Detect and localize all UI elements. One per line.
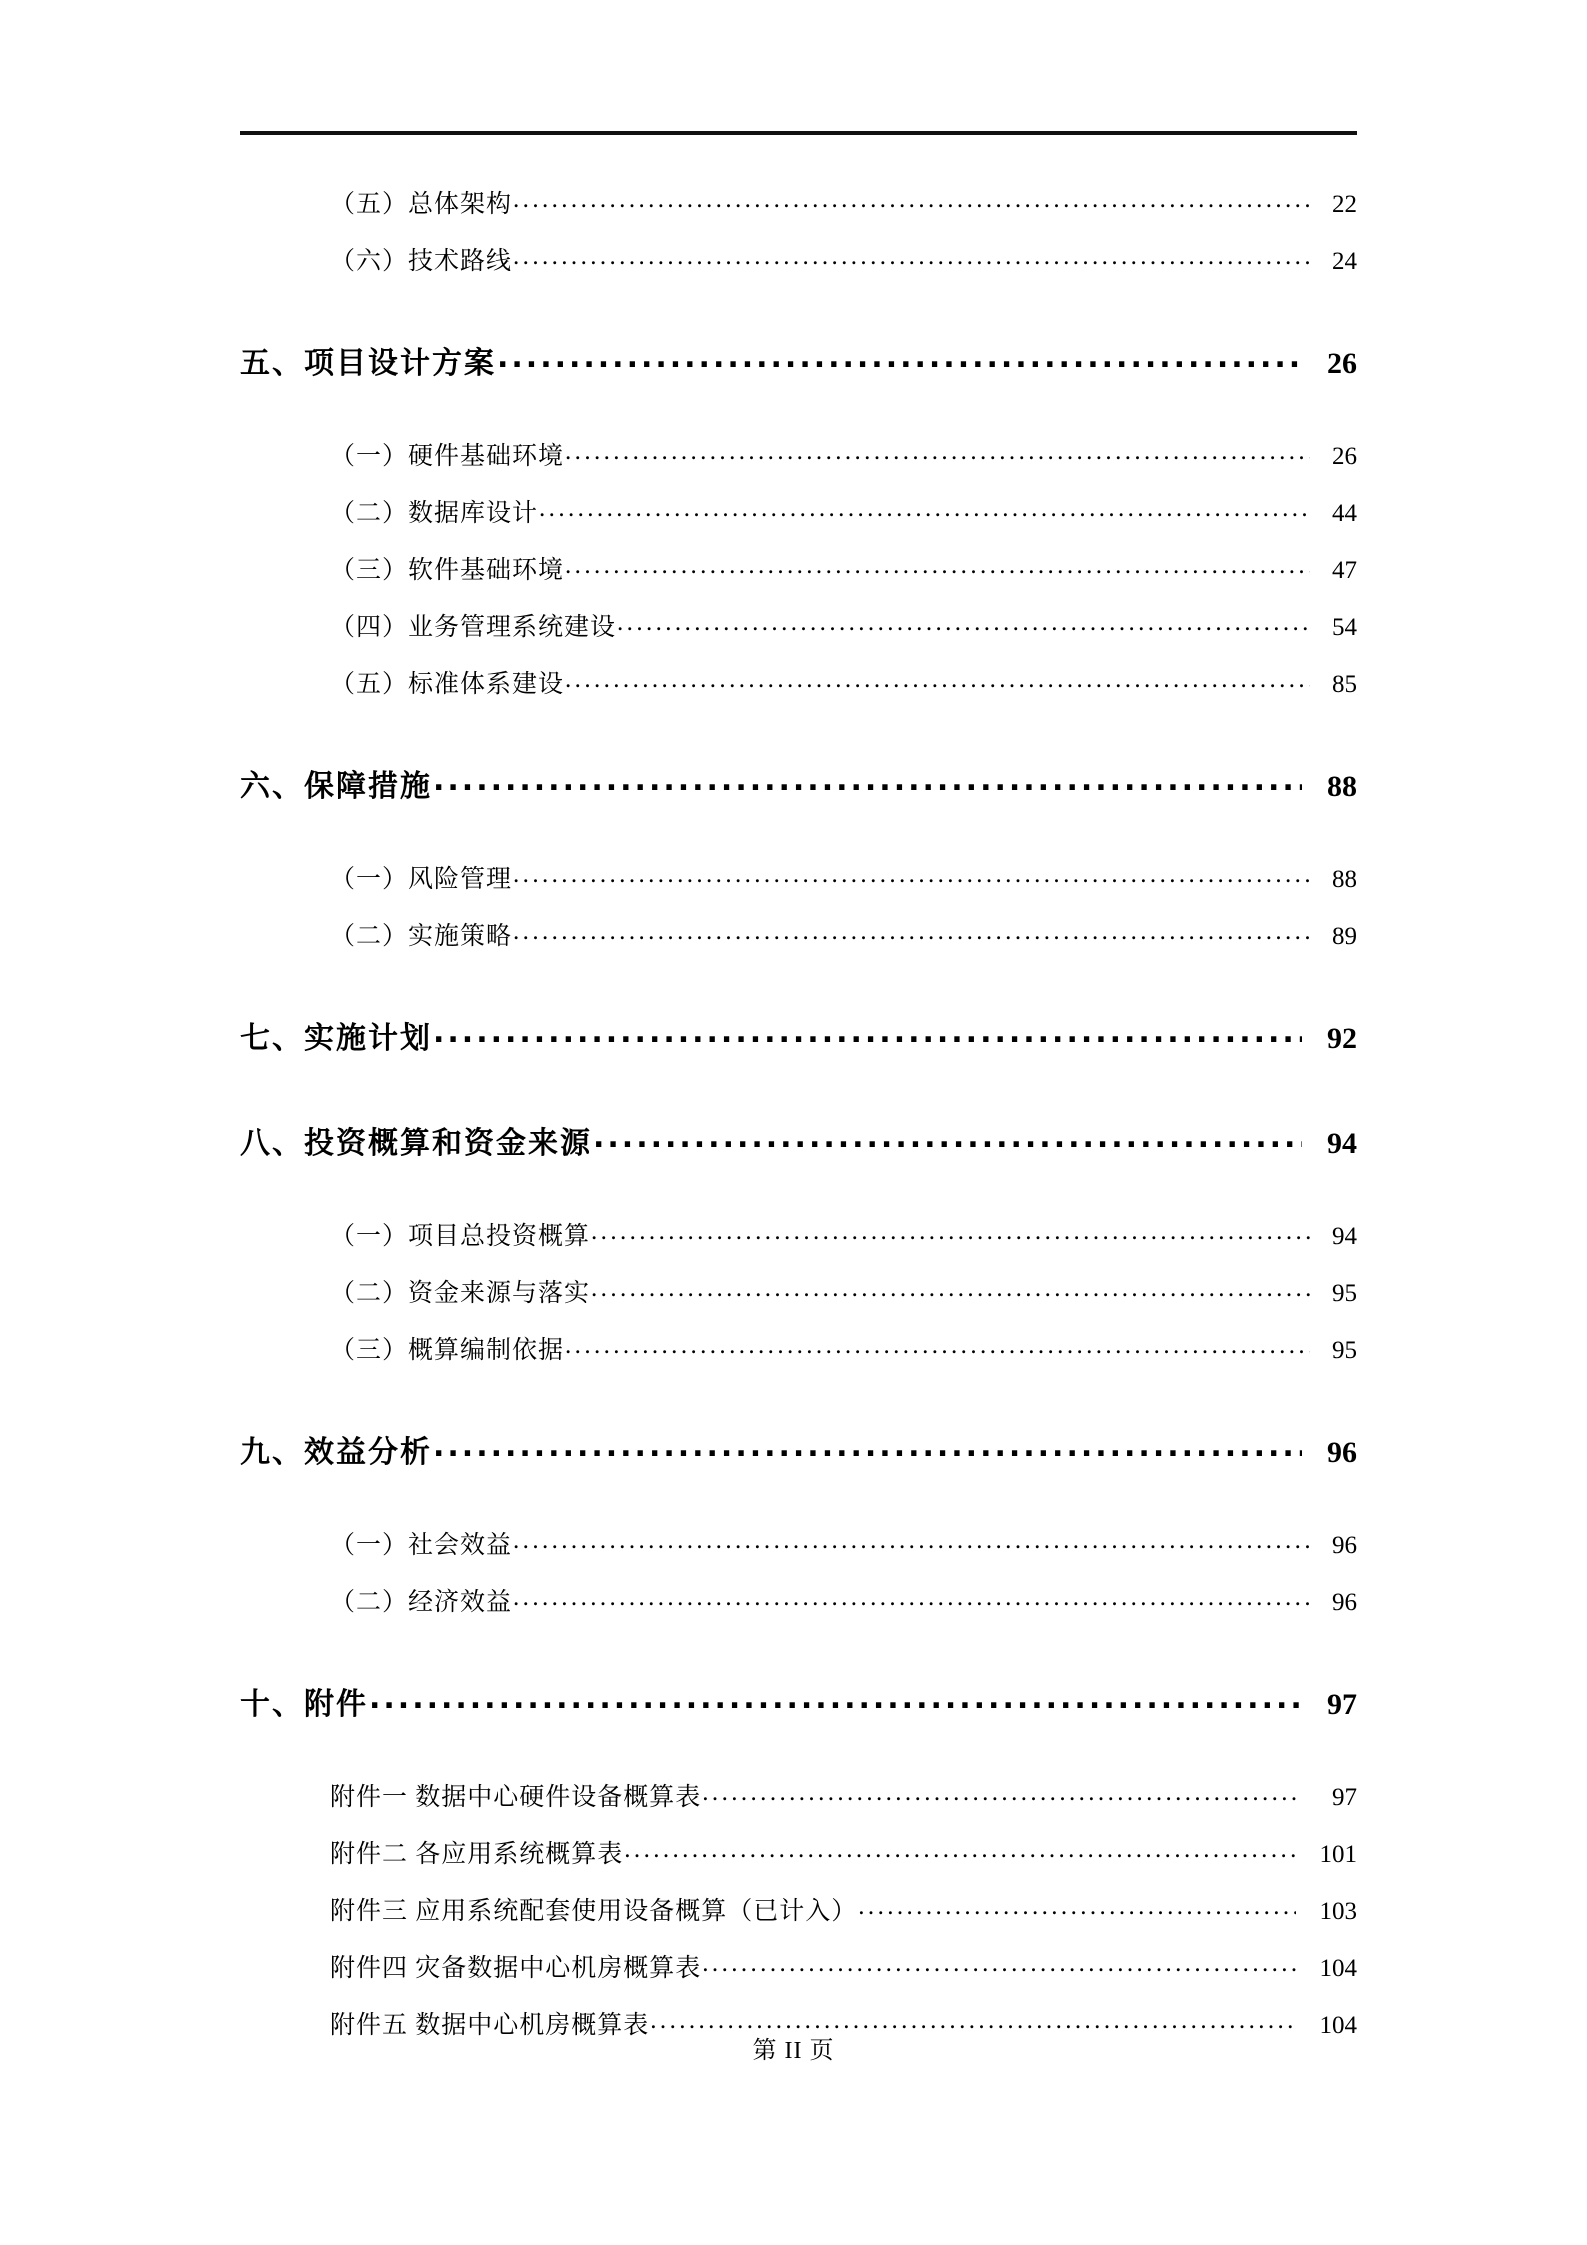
- toc-entry-page-number: 47: [1332, 557, 1357, 584]
- toc-entry-page-number: 88: [1332, 866, 1357, 893]
- dot-leader: [513, 187, 1310, 212]
- toc-entry-appendix[interactable]: [330, 1837, 1357, 1867]
- toc-entry-title: 附件三 应用系统配套使用设备概算（已计入）: [330, 1898, 858, 1925]
- dot-leader: [591, 1219, 1310, 1244]
- toc-entry-page-number: 104: [1319, 2012, 1357, 2039]
- toc-entry-title: （一）硬件基础环境: [330, 443, 565, 470]
- toc-entry-subsection[interactable]: [330, 553, 1357, 583]
- dot-leader: [497, 346, 1302, 373]
- toc-entry-title: 八、投资概算和资金来源: [240, 1126, 592, 1161]
- dot-leader: [565, 667, 1310, 692]
- toc-entry-title: （三）软件基础环境: [330, 557, 565, 584]
- toc-entry-page-number: 94: [1327, 1127, 1357, 1160]
- dot-leader: [513, 1528, 1310, 1553]
- toc-entry-page-number: 89: [1332, 923, 1357, 950]
- dot-leader: [513, 1585, 1310, 1610]
- toc-entry-page-number: 103: [1319, 1898, 1357, 1925]
- toc-entry-section[interactable]: [240, 1687, 1357, 1720]
- toc-entry-page-number: 44: [1332, 500, 1357, 527]
- dot-leader: [858, 1894, 1296, 1919]
- toc-entry-subsection[interactable]: [330, 1585, 1357, 1615]
- toc-entry-subsection[interactable]: [330, 1276, 1357, 1306]
- dot-leader: [433, 1021, 1302, 1048]
- toc-entry-page-number: 88: [1327, 770, 1357, 803]
- toc-entry-page-number: 101: [1319, 1841, 1357, 1868]
- toc-entry-title: （二）经济效益: [330, 1589, 513, 1616]
- toc-entry-page-number: 104: [1319, 1955, 1357, 1982]
- dot-leader: [565, 553, 1310, 578]
- toc-entry-title: 附件二 各应用系统概算表: [330, 1841, 624, 1868]
- table-of-contents: [0, 160, 1587, 2065]
- toc-entry-subsection[interactable]: [330, 1219, 1357, 1249]
- toc-entry-subsection[interactable]: [330, 187, 1357, 217]
- toc-entry-section[interactable]: [240, 346, 1357, 379]
- dot-leader: [593, 1126, 1302, 1153]
- toc-entry-title: 五、项目设计方案: [240, 346, 496, 381]
- dot-leader: [702, 1780, 1296, 1805]
- toc-entry-subsection[interactable]: [330, 1333, 1357, 1363]
- toc-entry-title: （四）业务管理系统建设: [330, 614, 617, 641]
- toc-entry-subsection[interactable]: [330, 1528, 1357, 1558]
- toc-entry-page-number: 22: [1332, 191, 1357, 218]
- toc-entry-subsection[interactable]: [330, 919, 1357, 949]
- toc-entry-section[interactable]: [240, 1126, 1357, 1159]
- toc-entry-title: （六）技术路线: [330, 248, 513, 275]
- toc-entry-page-number: 92: [1327, 1022, 1357, 1055]
- dot-leader: [539, 496, 1310, 521]
- toc-entry-subsection[interactable]: [330, 496, 1357, 526]
- dot-leader: [565, 1333, 1310, 1358]
- dot-leader: [702, 1951, 1296, 1976]
- toc-entry-title: 十、附件: [240, 1687, 368, 1722]
- header-rule: [240, 131, 1357, 135]
- dot-leader: [513, 244, 1310, 269]
- toc-entry-subsection[interactable]: [330, 862, 1357, 892]
- page-footer: 第 II 页: [752, 2038, 835, 2064]
- dot-leader: [617, 610, 1310, 635]
- dot-leader: [369, 1687, 1302, 1714]
- toc-entry-title: 九、效益分析: [240, 1435, 432, 1470]
- toc-entry-appendix[interactable]: [330, 1894, 1357, 1924]
- dot-leader: [591, 1276, 1310, 1301]
- toc-entry-title: 附件一 数据中心硬件设备概算表: [330, 1784, 702, 1811]
- toc-entry-title: 六、保障措施: [240, 769, 432, 804]
- dot-leader: [513, 919, 1310, 944]
- toc-entry-section[interactable]: [240, 1021, 1357, 1054]
- toc-entry-page-number: 26: [1332, 443, 1357, 470]
- toc-entry-subsection[interactable]: [330, 244, 1357, 274]
- toc-entry-title: 附件四 灾备数据中心机房概算表: [330, 1955, 702, 1982]
- toc-entry-title: （五）总体架构: [330, 191, 513, 218]
- toc-entry-subsection[interactable]: [330, 667, 1357, 697]
- dot-leader: [565, 439, 1310, 464]
- toc-entry-page-number: 96: [1327, 1436, 1357, 1469]
- dot-leader: [513, 862, 1310, 887]
- toc-entry-page-number: 95: [1332, 1337, 1357, 1364]
- toc-entry-title: 七、实施计划: [240, 1021, 432, 1056]
- toc-entry-page-number: 95: [1332, 1280, 1357, 1307]
- dot-leader: [624, 1837, 1296, 1862]
- toc-entry-subsection[interactable]: [330, 439, 1357, 469]
- toc-entry-appendix[interactable]: [330, 1780, 1357, 1810]
- toc-entry-title: （一）项目总投资概算: [330, 1223, 591, 1250]
- toc-entry-appendix[interactable]: [330, 1951, 1357, 1981]
- toc-entry-page-number: 54: [1332, 614, 1357, 641]
- toc-entry-page-number: 97: [1327, 1688, 1357, 1721]
- toc-entry-section[interactable]: [240, 769, 1357, 802]
- dot-leader: [433, 769, 1302, 796]
- toc-entry-title: （一）社会效益: [330, 1532, 513, 1559]
- toc-entry-title: （二）实施策略: [330, 923, 513, 950]
- toc-entry-page-number: 97: [1332, 1784, 1357, 1811]
- toc-entry-title: （二）数据库设计: [330, 500, 539, 527]
- toc-entry-title: （五）标准体系建设: [330, 671, 565, 698]
- toc-entry-page-number: 96: [1332, 1589, 1357, 1616]
- toc-entry-page-number: 24: [1332, 248, 1357, 275]
- dot-leader: [433, 1435, 1302, 1462]
- toc-entry-title: 附件五 数据中心机房概算表: [330, 2012, 650, 2039]
- toc-entry-page-number: 85: [1332, 671, 1357, 698]
- toc-entry-title: （一）风险管理: [330, 866, 513, 893]
- toc-entry-title: （二）资金来源与落实: [330, 1280, 591, 1307]
- toc-entry-page-number: 26: [1327, 347, 1357, 380]
- toc-entry-subsection[interactable]: [330, 610, 1357, 640]
- toc-entry-title: （三）概算编制依据: [330, 1337, 565, 1364]
- toc-entry-page-number: 96: [1332, 1532, 1357, 1559]
- toc-entry-section[interactable]: [240, 1435, 1357, 1468]
- toc-entry-page-number: 94: [1332, 1223, 1357, 1250]
